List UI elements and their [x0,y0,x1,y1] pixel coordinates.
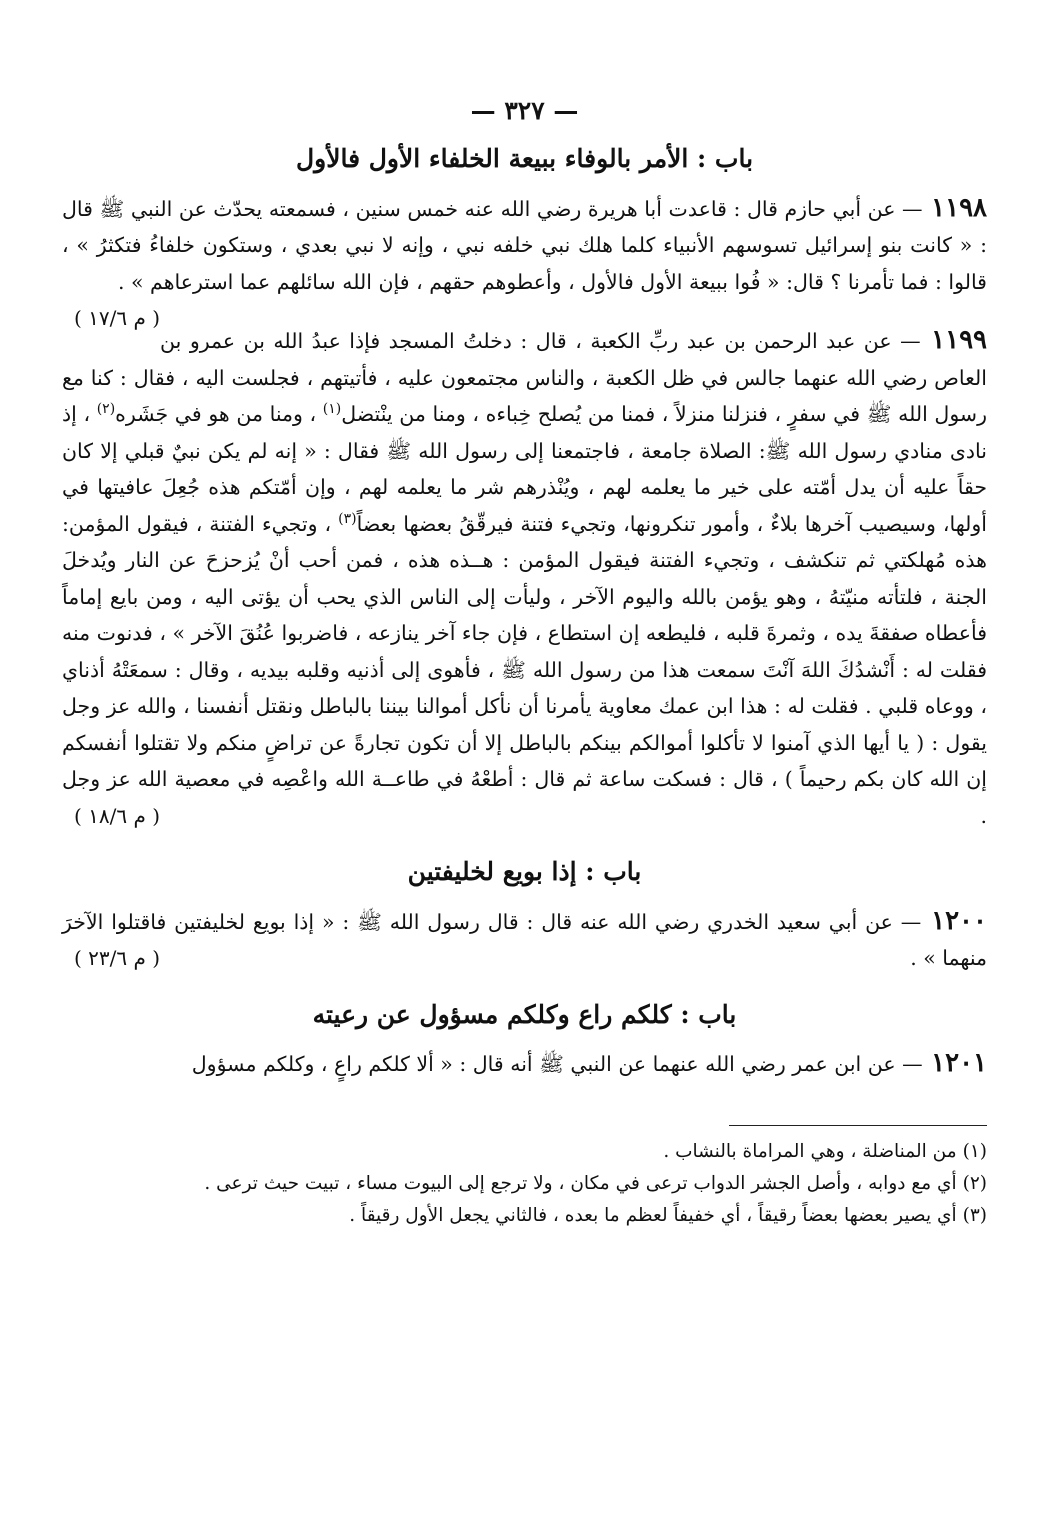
footnote-marker: (٣) [962,1204,987,1226]
chapter-heading-1: باب : الأمر بالوفاء ببيعة الخلفاء الأول فالأول [295,144,754,173]
footnotes [62,1136,987,1232]
hadith-number: ١٢٠٠ [931,905,987,936]
footnote-3 [62,1200,987,1232]
footnote-text: أي يصير بعضها بعضاً رقيقاً ، أي خفيفاً لعظم ما بعده ، فالثاني يجعل الأول رقيقاً . [349,1204,957,1226]
hadith-reference: ( م ١٨/٦ ) [74,803,161,828]
footnote-ref-3: (٣) [338,510,357,527]
hadith-text: — عن أبي حازم قال : قاعدت أبا هريرة رضي الله عنه خمس سنين ، فسمعته يحدّث عن النبي ﷺ قال : « كانت بنو إسرائيل تسوسهم الأنبياء كلما هلك نبي خلفه نبي ، وإنه لا نبي بعدي ، وستكون خلفاءُ فتكثرُ » ، قالوا : فما تأمرنا ؟ قال: « فُوا ببيعة الأول فالأول ، وأعطوهم حقهم ، فإن الله سائلهم عما استرعاهم » . [62,196,987,294]
footnote-marker: (٢) [962,1172,987,1194]
footnote-marker: (١) [962,1140,987,1162]
chapter-heading-2: باب : إذا بويع لخليفتين [407,857,642,886]
hadith-text-part-b: ، ومنا من هو في جَشَره [115,402,323,426]
hadith-text-part-a: — عن عبد الرحمن بن عبد ربِّ الكعبة ، قال : دخلتُ المسجد فإذا عبدُ الله بن عمرو بن العاص رضي الله عنهما جالس في ظل الكعبة ، والناس مجتمعون عليه ، فأتيتهم ، فجلست اليه ، فقال : كنا مع رسول الله ﷺ في سفرٍ ، فنزلنا منزلاً ، فمنا من يُصلح خِباءه ، ومنا من ينْتضل [62,329,987,426]
hadith-text: — عن أبي سعيد الخدري رضي الله عنه قال : قال رسول الله ﷺ : « إذا بويع لخليفتين فاقتلوا الآخرَ منهما » . [62,909,987,970]
hadith-number: ١١٩٩ [931,325,987,355]
page-number: — ٣٢٧ — [470,96,579,125]
hadith-1198 [62,190,987,330]
footnote-ref-2: (٢) [96,401,116,418]
hadith-number: ١١٩٨ [931,192,987,223]
hadith-number: ١٢٠١ [931,1048,987,1078]
hadith-reference: ( م ١٧/٦ ) [74,306,161,330]
hadith-text: — عن ابن عمر رضي الله عنهما عن النبي ﷺ أنه قال : « ألا كلكم راعٍ ، وكلكم مسؤول [191,1052,923,1076]
footnote-2 [62,1168,987,1200]
hadith-1199 [62,322,987,834]
hadith-1200 [62,903,987,977]
footnote-text: من المناضلة ، وهي المراماة بالنشاب . [663,1140,957,1162]
hadith-text-part-d: ، وتجيء الفتنة ، فيقول المؤمن: هذه مُهلكتي ثم تنكشف ، وتجيء الفتنة فيقول المؤمن : هــذه هذه ، فمن أحب أنْ يُزحزحَ عن النار ويُدخلَ الجنة ، فلتأته منيّتهُ ، وهو يؤمن بالله واليوم الآخر ، وليأت إلى الناس الذي يحب أن يؤتى اليه ، ومن بايع إماماً فأعطاه صفقةَ يده ، وثمرةَ قلبه ، فليطعه إن استطاع ، فإن جاء آخر ينازعه ، فاضربوا عُنُقَ الآخر » ، فدنوت منه فقلت له : أَنْشدُكَ اللهَ آنْتَ سمعت هذا من رسول الله ﷺ ، فأهوى إلى أذنيه وقلبه بيديه ، وقال : سمعَتْهُ أذناي ، ووعاه قلبي . فقلت له : هذا ابن عمك معاوية يأمرنا أن نأكل أموالنا بيننا بالباطل ونقتل أنفسنا ، والله عز وجل يقول : ( يا أيها الذي آمنوا لا تأكلوا أموالكم بينكم بالباطل إلا أن تكون تجارةً عن تراضٍ منكم ولا تقتلوا أنفسكم إن الله كان بكم رحيماً ) ، قال : فسكت ساعة ثم قال : أطعْهُ في طاعــة الله واعْصِه في معصية الله عز وجل . [62,511,987,828]
hadith-text-part-c: ، إذ نادى منادي رسول الله ﷺ: الصلاة جامعة ، فاجتمعنا إلى رسول الله ﷺ فقال : « إنه لم يكن نبيٌ قبلي إلا كان حقاً عليه أن يدل أمّته على خير ما يعلمه لهم ، ويُنْذرهم شر ما يعلمه لهم ، وإن أمّتكم هذه جُعِلَ عافيتها في أولها، وسيصيب آخرها بلاءٌ ، وأمور تنكرونها، وتجيء فتنة فيرقّقُ بعضها بعضاً [62,402,988,536]
hadith-1201 [62,1045,987,1083]
footnote-ref-1: (١) [322,401,342,418]
chapter-heading-3: باب : كلكم راع وكلكم مسؤول عن رعيته [312,999,737,1029]
footnotes-divider [729,1125,987,1126]
footnote-1 [62,1136,987,1168]
hadith-reference: ( م ٢٣/٦ ) [74,946,161,970]
footnote-text: أي مع دوابه ، وأصل الجشر الدواب ترعى في مكان ، ولا ترجع إلى البيوت مساء ، تبيت حيث ترعى . [204,1172,957,1194]
